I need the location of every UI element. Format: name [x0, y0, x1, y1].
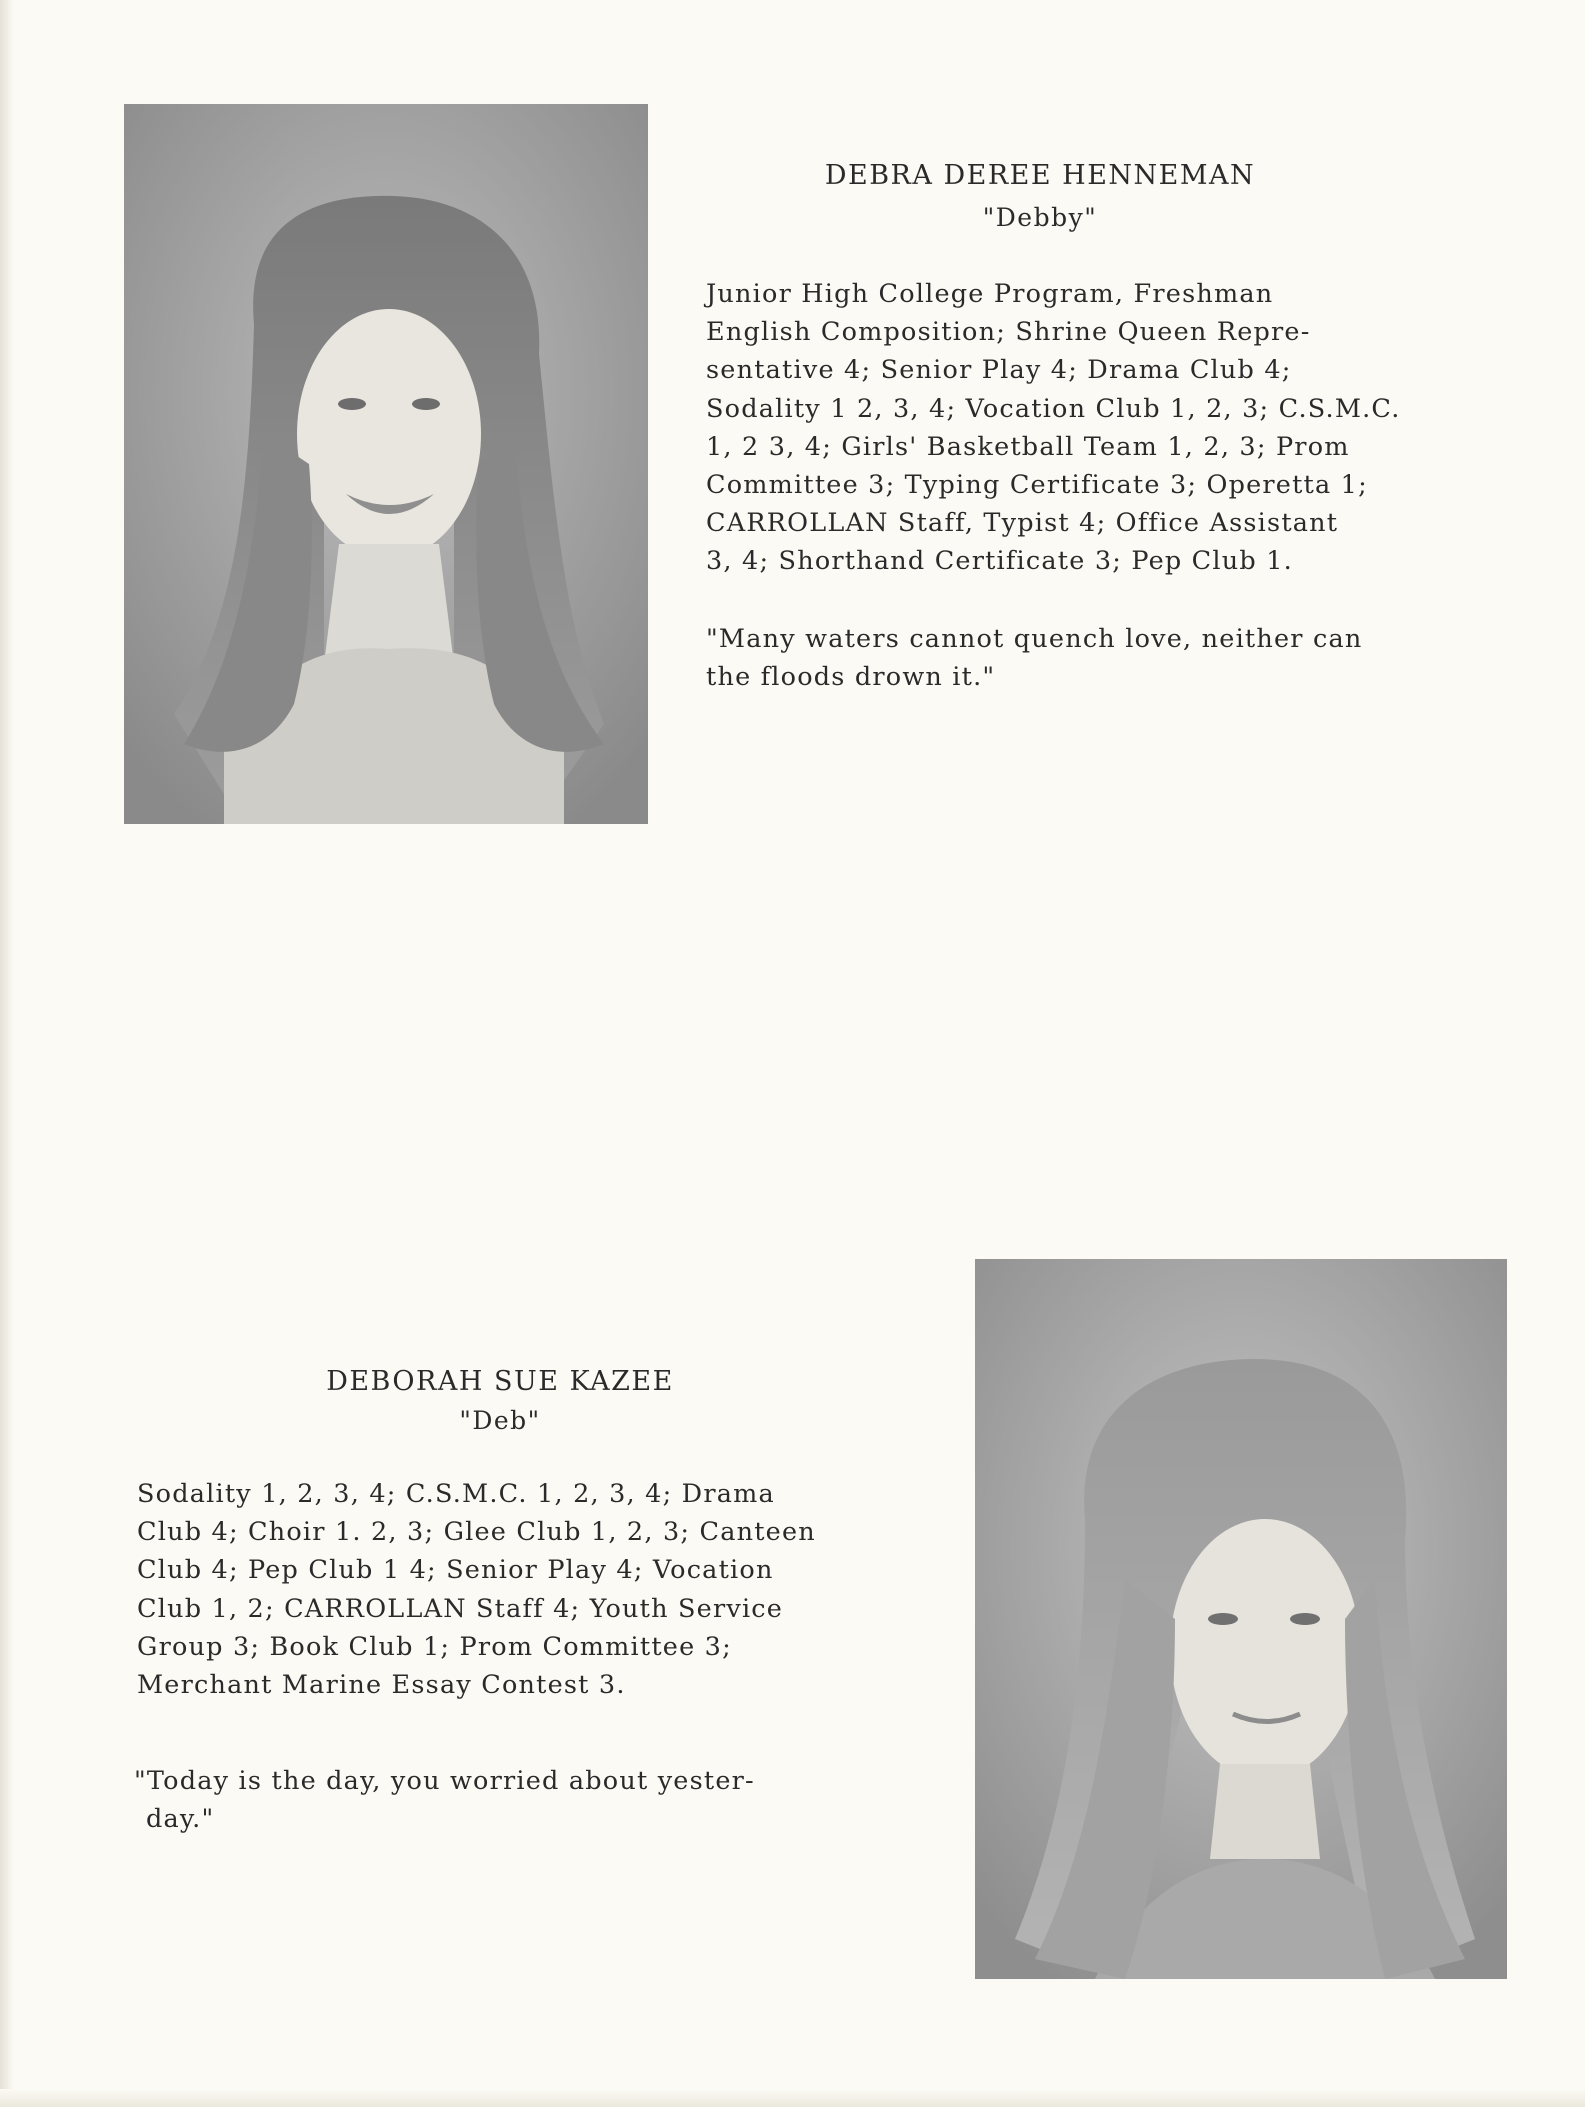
page-edge — [0, 2089, 1585, 2107]
activities-line: sentative 4; Senior Play 4; Drama Club 4; — [706, 355, 1292, 386]
quote-line: "Many waters cannot quench love, neither can — [706, 624, 1363, 654]
activities-line: Sodality 1, 2, 3, 4; C.S.M.C. 1, 2, 3, 4; Drama — [137, 1479, 775, 1509]
page-edge — [0, 0, 14, 2107]
senior-portrait-photo — [124, 104, 648, 824]
quote-line: the floods drown it." — [706, 662, 996, 693]
activities-line: Committee 3; Typing Certificate 3; Operetta 1; — [706, 470, 1368, 501]
activities-line: 1, 2 3, 4; Girls' Basketball Team 1, 2, 3; Prom — [706, 431, 1350, 462]
activities-line: Sodality 1 2, 3, 4; Vocation Club 1, 2, 3; C.S.M.C. — [706, 393, 1401, 424]
activities-line: Club 1, 2; CARROLLAN Staff 4; Youth Service — [137, 1593, 784, 1624]
senior-nickname: "Deb" — [459, 1406, 541, 1435]
senior-name: DEBORAH SUE KAZEE — [326, 1366, 674, 1397]
quote-line: day." — [146, 1804, 215, 1835]
senior-activities — [137, 1475, 816, 1704]
senior-activities — [706, 275, 1401, 581]
quote-line: "Today is the day, you worried about yester- — [134, 1766, 755, 1796]
activities-line: Group 3; Book Club 1; Prom Committee 3; — [137, 1631, 732, 1662]
senior-name: DEBRA DEREE HENNEMAN — [824, 160, 1256, 191]
activities-line: Club 4; Choir 1. 2, 3; Glee Club 1, 2, 3; Canteen — [137, 1517, 816, 1548]
activities-line: CARROLLAN Staff, Typist 4; Office Assistant — [706, 508, 1339, 539]
activities-line: Junior High College Program, Freshman — [706, 279, 1274, 309]
senior-quote — [706, 620, 1362, 696]
senior-nickname: "Debby" — [982, 203, 1098, 232]
activities-line: Club 4; Pep Club 1 4; Senior Play 4; Vocation — [137, 1555, 774, 1586]
activities-line: Merchant Marine Essay Contest 3. — [137, 1670, 626, 1701]
activities-line: 3, 4; Shorthand Certificate 3; Pep Club 1. — [706, 546, 1293, 577]
activities-line: English Composition; Shrine Queen Repre- — [706, 317, 1311, 348]
senior-quote — [134, 1762, 755, 1838]
senior-portrait-photo — [975, 1259, 1507, 1979]
